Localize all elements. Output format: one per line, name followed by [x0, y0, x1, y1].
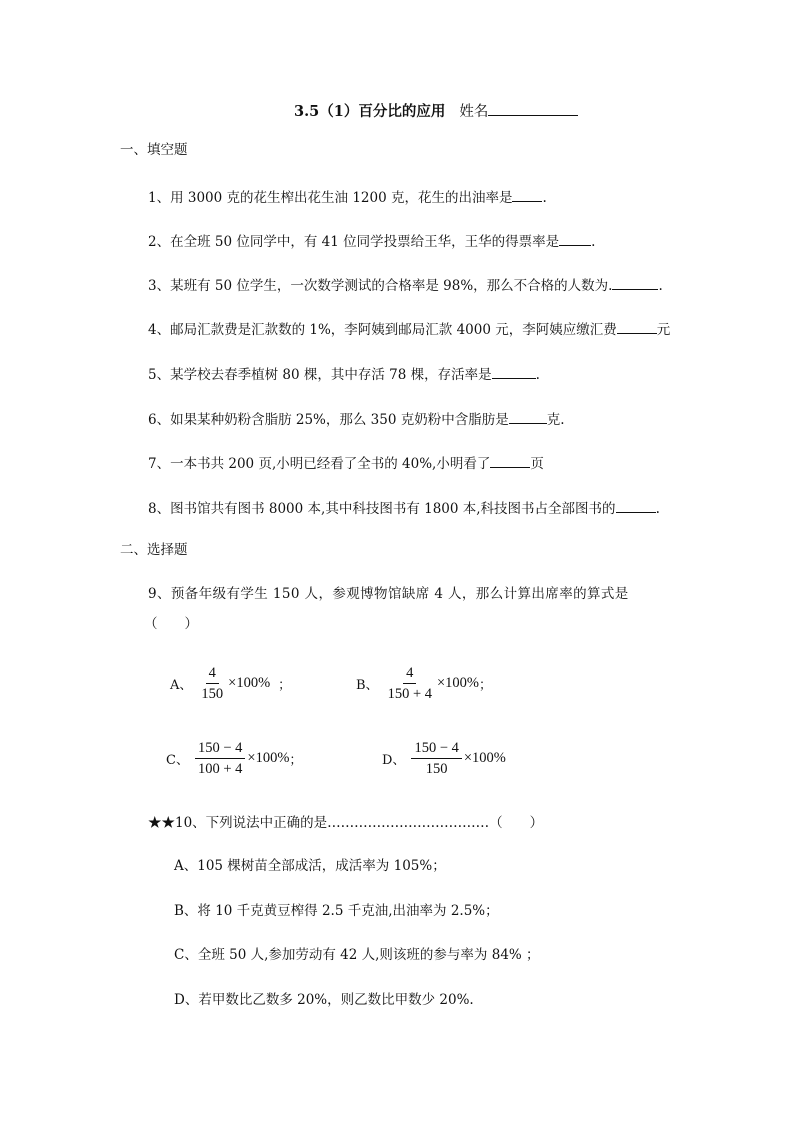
numerator: 4 [403, 664, 416, 684]
question-4 [148, 319, 670, 339]
question-tail: 页 [530, 456, 544, 472]
answer-blank[interactable] [512, 187, 542, 202]
option-label: C、 [166, 753, 189, 768]
answer-blank[interactable] [559, 231, 591, 246]
question-text: 10、下列说法中正确的是………………………………（ ） [175, 815, 544, 831]
question-7 [148, 453, 544, 473]
answer-blank[interactable] [616, 498, 656, 513]
question-text: 8、图书馆共有图书 8000 本,其中科技图书有 1800 本,科技图书占全部图书的 [148, 501, 616, 517]
question-text: 4、邮局汇款费是汇款数的 1%，李阿姨到邮局汇款 4000 元，李阿姨应缴汇费 [148, 322, 617, 338]
question-text: 2、在全班 50 位同学中，有 41 位同学投票给王华，王华的得票率是 [148, 234, 560, 250]
answer-blank[interactable] [490, 453, 530, 468]
fraction [385, 664, 435, 703]
question-text: 7、一本书共 200 页,小明已经看了全书的 40%,小明看了 [148, 456, 491, 472]
question-text: 1、用 3000 克的花生榨出花生油 1200 克，花生的出油率是 [148, 190, 513, 206]
denominator: 150 [201, 686, 224, 702]
question-2 [148, 231, 595, 251]
question-text: 3、某班有 50 位学生，一次数学测试的合格率是 98%，那么不合格的人数为. [148, 278, 613, 294]
question-tail: . [542, 190, 547, 206]
q10-option-d[interactable]: D、若甲数比乙数多 20%，则乙数比甲数少 20%. [174, 992, 474, 1008]
question-10 [148, 814, 543, 832]
denominator: 150 + 4 [387, 686, 432, 702]
difficulty-stars-icon: ★★ [148, 815, 175, 831]
q9-option-c[interactable] [166, 739, 302, 778]
name-label: 姓名 [459, 104, 489, 120]
numerator: 150 − 4 [195, 739, 245, 759]
q9-option-b[interactable] [356, 664, 492, 703]
multiplier: ×100% [247, 750, 290, 766]
q10-option-c[interactable]: C、全班 50 人,参加劳动有 42 人,则该班的参与率为 84% ； [174, 947, 540, 963]
question-tail: . [655, 501, 660, 517]
numerator: 4 [206, 664, 219, 684]
separator: ； [479, 678, 493, 693]
question-tail: 元 [656, 322, 671, 338]
question-text: 5、某学校去春季植树 80 棵，其中存活 78 棵，存活率是 [148, 367, 492, 383]
section-heading-multiple-choice: 二、选择题 [120, 542, 188, 558]
name-blank[interactable] [488, 101, 578, 116]
question-1 [148, 187, 547, 207]
section-heading-fill-blank: 一、填空题 [120, 142, 188, 158]
separator: ； [289, 753, 303, 768]
question-3 [148, 275, 663, 295]
fraction [195, 739, 245, 778]
option-label: B、 [356, 678, 379, 693]
question-8 [148, 498, 660, 518]
question-5 [148, 364, 540, 384]
question-tail: 克. [546, 412, 565, 428]
denominator: 150 [425, 761, 448, 777]
option-label: D、 [382, 753, 406, 768]
option-label: A、 [170, 678, 193, 693]
fraction [411, 739, 461, 778]
question-6 [148, 409, 565, 429]
multiplier: ×100% [228, 675, 271, 691]
title-text: 3.5（1）百分比的应用 [294, 103, 446, 120]
question-9: 9、预备年级有学生 150 人，参观博物馆缺席 4 人，那么计算出席率的算式是 [148, 586, 629, 602]
numerator: 150 − 4 [411, 739, 461, 759]
q9-option-d[interactable] [382, 739, 506, 778]
question-tail: . [591, 234, 596, 250]
multiplier: ×100% [463, 750, 506, 766]
answer-blank[interactable] [509, 409, 547, 424]
multiplier: ×100% [437, 675, 480, 691]
question-9-paren: （ ） [144, 616, 198, 632]
fraction [198, 664, 226, 703]
q9-option-a[interactable] [170, 664, 291, 703]
page-title [294, 101, 578, 121]
separator: ； [278, 678, 292, 693]
question-tail: . [658, 278, 663, 294]
question-text: 6、如果某种奶粉含脂肪 25%，那么 350 克奶粉中含脂肪是 [148, 412, 509, 428]
q10-option-b[interactable]: B、将 10 千克黄豆榨得 2.5 千克油,出油率为 2.5%； [174, 903, 499, 919]
q10-option-a[interactable]: A、105 棵树苗全部成活，成活率为 105%； [174, 858, 446, 874]
answer-blank[interactable] [617, 319, 657, 334]
denominator: 100 + 4 [197, 761, 243, 777]
answer-blank[interactable] [612, 275, 658, 290]
question-tail: . [535, 367, 540, 383]
answer-blank[interactable] [492, 364, 536, 379]
